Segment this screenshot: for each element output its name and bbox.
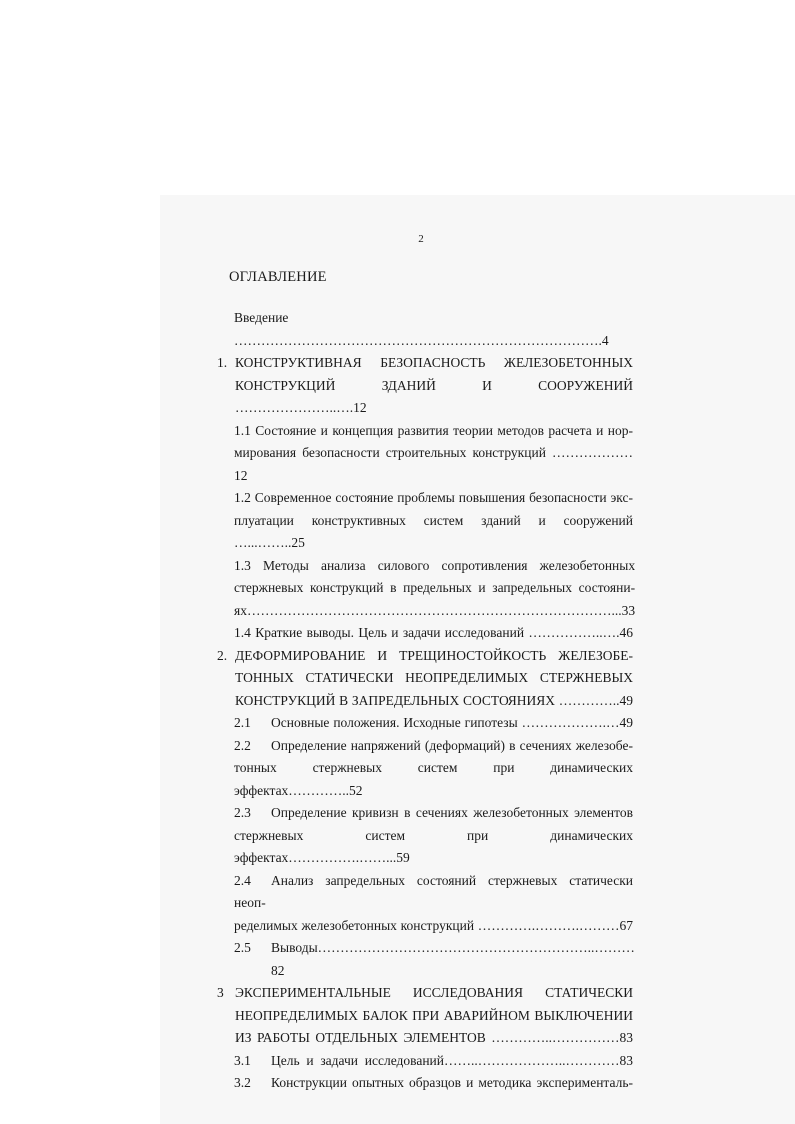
toc-line-text: Анализ запредельных состояний стержневых статически неоп-	[234, 872, 633, 910]
chapter-title	[235, 982, 633, 1050]
chapter-number: 2.	[217, 647, 228, 663]
toc-chapter-2	[217, 645, 633, 713]
toc-section-2-4	[217, 870, 633, 938]
page-number: 2	[418, 233, 424, 245]
toc-line: стержневых конструкций в предельных и запредельных состояни-	[234, 580, 636, 595]
toc-section-3-2	[217, 1072, 633, 1095]
toc-chapter-3	[217, 982, 633, 1050]
toc-line	[234, 802, 633, 825]
toc-line: КОНСТРУКЦИЙ ЗДАНИЙ И СООРУЖЕНИЙ …………………..….12	[235, 377, 633, 415]
toc-line: КОНСТРУКТИВНАЯ БЕЗОПАСНОСТЬ ЖЕЛЕЗОБЕТОННЫХ	[235, 355, 633, 370]
section-title: Конструкции опытных образцов и методика эксперименталь-	[271, 1075, 633, 1090]
toc-section-3-1	[217, 1050, 633, 1073]
toc-line	[234, 735, 633, 758]
section-title: Выводы……………………………………………………..………82	[271, 940, 635, 978]
toc-line: 1.2 Современное состояние проблемы повышения безопасности экс-	[234, 490, 633, 505]
section-number: 2.3	[234, 805, 251, 820]
toc-line: тонных стержневых систем при динамических эффектах…………..52	[234, 760, 633, 798]
section-number: 3.2	[234, 1075, 251, 1090]
toc-entry-text: Введение ……………………………………………………………………….4	[234, 310, 609, 348]
section-number: 2.1	[234, 715, 251, 730]
toc-line: ЭКСПЕРИМЕНТАЛЬНЫЕ ИССЛЕДОВАНИЯ СТАТИЧЕСКИ	[235, 985, 633, 1000]
toc-line: ределимых железобетонных конструкций ………….……….………67	[234, 917, 633, 933]
section-title	[234, 870, 633, 938]
section-number: 2.2	[234, 737, 251, 753]
section-title	[234, 735, 633, 803]
chapter-title	[235, 352, 633, 420]
section-number: 2.5	[234, 940, 251, 955]
chapter-title	[235, 645, 633, 713]
toc-section-1-4	[217, 622, 633, 645]
toc-section-2-2	[217, 735, 633, 803]
toc-line: ДЕФОРМИРОВАНИЕ И ТРЕЩИНОСТОЙКОСТЬ ЖЕЛЕЗОБЕ-	[235, 647, 633, 663]
table-of-contents	[217, 307, 636, 1095]
toc-section-1-3	[217, 555, 636, 623]
section-title: 1.4 Краткие выводы. Цель и задачи исследований ……………..….46	[234, 625, 633, 640]
toc-line: стержневых систем при динамических эффектах…………….……...59	[234, 827, 633, 865]
section-title	[234, 802, 633, 870]
section-title	[234, 555, 635, 623]
toc-line: ях………………………………………………………………………...33	[234, 602, 636, 618]
toc-line: 1.1 Состояние и концепция развития теории методов расчета и нор-	[234, 422, 633, 438]
toc-chapter-1	[217, 352, 633, 420]
section-number: 3.1	[234, 1052, 251, 1068]
toc-section-2-1	[217, 712, 633, 735]
toc-section-1-1	[217, 420, 633, 488]
toc-line: 1.3 Методы анализа силового сопротивления железобетонных	[234, 557, 636, 573]
toc-line: ИЗ РАБОТЫ ОТДЕЛЬНЫХ ЭЛЕМЕНТОВ …………..……………83	[235, 1030, 633, 1045]
toc-line-text: Определение кривизн в сечениях железобетонных элементов	[271, 805, 633, 820]
toc-line: мирования безопасности строительных конструкций ………………12	[234, 445, 633, 483]
toc-line: плуатации конструктивных систем зданий и сооружений …...……..25	[234, 512, 633, 550]
toc-section-1-2	[217, 487, 633, 555]
toc-entry-introduction	[217, 307, 633, 352]
section-title: Основные положения. Исходные гипотезы ……………….…49	[271, 715, 633, 730]
section-number: 2.4	[234, 872, 251, 888]
toc-section-2-3	[217, 802, 633, 870]
toc-line	[234, 870, 633, 915]
section-title	[234, 420, 633, 488]
toc-section-2-5	[217, 937, 633, 982]
page-title: ОГЛАВЛЕНИЕ	[229, 269, 327, 285]
toc-line: НЕОПРЕДЕЛИМЫХ БАЛОК ПРИ АВАРИЙНОМ ВЫКЛЮЧЕНИИ	[235, 1007, 633, 1023]
toc-line-text: Определение напряжений (деформаций) в сечениях железобе-	[271, 737, 633, 753]
section-title: Цель и задачи исследований……..………………..…………83	[271, 1052, 633, 1068]
chapter-number: 3	[217, 985, 224, 1000]
chapter-number: 1.	[217, 355, 228, 370]
section-title	[234, 487, 633, 555]
toc-line: ТОННЫХ СТАТИЧЕСКИ НЕОПРЕДЕЛИМЫХ СТЕРЖНЕВЫХ	[235, 670, 633, 685]
toc-line: КОНСТРУКЦИЙ В ЗАПРЕДЕЛЬНЫХ СОСТОЯНИЯХ …………..49	[235, 692, 633, 708]
